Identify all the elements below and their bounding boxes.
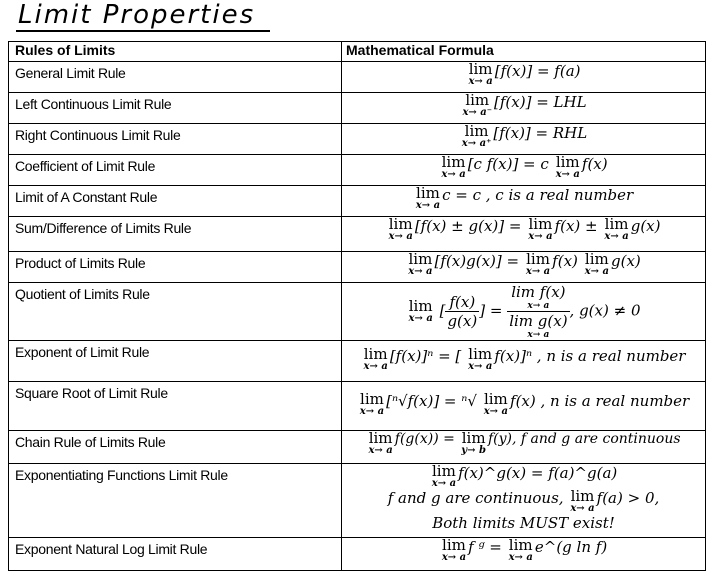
denominator-limit: lim g(x) — [509, 312, 568, 330]
lim-op: lim — [431, 462, 456, 480]
formula — [342, 124, 706, 155]
lim-op: lim — [408, 297, 433, 315]
lim-sub: x→ a — [388, 231, 413, 242]
formula-text: [f(x)g(x)] = — [434, 252, 520, 270]
formula-text: f(x) ± — [554, 217, 598, 235]
formula-text: [f(x)] = RHL — [493, 124, 588, 142]
formula: lim x→ a [ $\frac{f(x)}{g(x)}$ ] = lim f(x) x→ a lim g(x) x→ a , g(x) ≠ 0 — [342, 283, 706, 341]
lim-sub: x→ a — [363, 361, 388, 372]
lim-op: lim — [604, 215, 629, 233]
rule-name: Coefficient of Limit Rule — [9, 155, 342, 186]
formula — [342, 382, 706, 431]
lim-sub: x→ a — [468, 361, 493, 372]
lim-op: lim — [468, 60, 493, 78]
lim-sub: x→ a⁻ — [462, 107, 493, 118]
formula-text: f(x)]ⁿ , n is a real number — [494, 347, 686, 365]
formula-text: c = c , c is a real number — [442, 186, 634, 204]
lim-op: lim — [464, 122, 489, 140]
table-row — [9, 155, 706, 186]
formula — [342, 62, 706, 93]
limits-table — [8, 41, 706, 571]
formula-text: f(y), f and g are continuous — [487, 431, 681, 447]
table-row — [9, 124, 706, 155]
formula — [342, 341, 706, 382]
quotient-fraction: [ $\frac{f(x)}{g(x)}$ ] — [439, 293, 486, 330]
table-row — [9, 93, 706, 124]
lim-sub: x→ a — [431, 478, 457, 489]
numerator-sub: x→ a — [527, 301, 550, 311]
lim-op: lim — [483, 390, 508, 408]
rule-name: Exponent Natural Log Limit Rule — [9, 538, 342, 571]
lim-sub: x→ a — [441, 169, 466, 180]
lim-sub: x→ a — [408, 313, 433, 324]
table-row — [9, 538, 706, 571]
lim-op: lim — [442, 536, 466, 554]
formula-text: g(x) — [610, 252, 641, 270]
formula — [342, 155, 706, 186]
lim-op: lim — [528, 215, 553, 233]
lim-op: lim — [416, 184, 440, 202]
table-row — [9, 62, 706, 93]
table-row — [9, 431, 706, 464]
lim-op: lim — [570, 487, 595, 505]
lim-op: lim — [363, 345, 388, 363]
limits-fraction — [507, 283, 569, 340]
rule-name: Sum/Difference of Limits Rule — [9, 217, 342, 252]
lim-sub: x→ a — [468, 76, 493, 87]
lim-op: lim — [388, 215, 413, 233]
lim-sub: x→ a — [483, 406, 509, 417]
lim-sub: y→ b — [461, 445, 486, 456]
denominator-sub: x→ a — [527, 330, 550, 340]
formula-text: e^(g ln f) — [534, 538, 608, 556]
lim-sub: x→ a — [508, 552, 533, 563]
lim-sub: x→ a — [415, 200, 441, 211]
lim-op: lim — [461, 429, 486, 447]
formula-text: f(a) > 0, — [596, 489, 660, 507]
page-title: Limit Properties — [18, 0, 256, 30]
lim-op: lim — [584, 250, 609, 268]
formula — [342, 431, 706, 464]
table-row — [9, 217, 706, 252]
lim-sub: x→ a — [604, 231, 629, 242]
formula-text: [f(x) ± g(x)] = — [414, 217, 522, 235]
numerator-limit: lim f(x) — [511, 283, 566, 301]
rule-name: Quotient of Limits Rule — [9, 283, 342, 341]
rule-name: Square Root of Limit Rule — [9, 382, 342, 431]
lim-op: lim — [508, 536, 533, 554]
formula-text: f(x) , n is a real number — [510, 392, 690, 410]
lim-sub: x→ a — [359, 406, 385, 417]
formula-text: f ᵍ = — [468, 538, 502, 556]
rule-name: Chain Rule of Limits Rule — [9, 431, 342, 464]
table-row — [9, 186, 706, 217]
formula-note: Both limits MUST exist! — [432, 514, 615, 532]
fraction-denominator: g(x) — [447, 312, 478, 330]
header-row — [9, 42, 706, 62]
lim-sub: x→ a — [584, 266, 609, 277]
table-row — [9, 252, 706, 283]
lim-sub: x→ a — [525, 266, 551, 277]
formula — [342, 252, 706, 283]
rule-name: Left Continuous Limit Rule — [9, 93, 342, 124]
title-underline — [16, 30, 270, 32]
lim-op: lim — [408, 250, 433, 268]
lim-sub: x→ a — [441, 552, 467, 563]
formula — [342, 186, 706, 217]
table-row — [9, 283, 706, 341]
formula-text: [c f(x)] = c — [467, 155, 549, 173]
lim-op: lim — [468, 345, 493, 363]
table-row — [9, 382, 706, 431]
formula-text: [f(x)] = f(a) — [494, 62, 581, 80]
lim-op: lim — [526, 250, 550, 268]
formula-text: f(x) — [552, 252, 578, 270]
formula — [342, 217, 706, 252]
table-row — [9, 341, 706, 382]
formula-text: [f(x)]ⁿ = [ — [389, 347, 462, 365]
rule-name: Product of Limits Rule — [9, 252, 342, 283]
lim-sub: x→ a — [368, 445, 393, 456]
header-formula: Mathematical Formula — [342, 42, 706, 62]
formula-text: f and g are continuous, — [387, 489, 564, 507]
header-rules: Rules of Limits — [9, 42, 342, 62]
rule-name: Right Continuous Limit Rule — [9, 124, 342, 155]
lim-op: lim — [555, 153, 580, 171]
lim-op: lim — [360, 390, 384, 408]
rule-name: Exponentiating Functions Limit Rule — [9, 464, 342, 538]
formula — [342, 464, 706, 538]
formula — [342, 538, 706, 571]
formula-text: [f(x)] = LHL — [494, 93, 587, 111]
rule-name: General Limit Rule — [9, 62, 342, 93]
fraction-numerator: f(x) — [445, 293, 479, 312]
formula-text: [ⁿ√f(x)] = ⁿ√ — [386, 392, 477, 410]
formula-tail: , g(x) ≠ 0 — [569, 301, 641, 320]
lim-op: lim — [368, 429, 393, 447]
lim-sub: x→ a — [408, 266, 433, 277]
rule-name: Limit of A Constant Rule — [9, 186, 342, 217]
table-row — [9, 464, 706, 538]
formula — [342, 93, 706, 124]
formula-text: f(x)^g(x) = f(a)^g(a) — [458, 464, 618, 482]
formula-text: g(x) — [630, 217, 661, 235]
rule-name: Exponent of Limit Rule — [9, 341, 342, 382]
lim-op: lim — [441, 153, 466, 171]
lim-sub: x→ a — [570, 503, 595, 514]
lim-sub: x→ a — [528, 231, 553, 242]
formula-text: f(x) — [581, 155, 608, 173]
lim-op: lim — [465, 91, 490, 109]
lim-sub: x→ a — [555, 169, 580, 180]
lim-sub: x→ a⁺ — [461, 138, 492, 149]
formula-text: f(g(x)) = — [394, 431, 455, 447]
